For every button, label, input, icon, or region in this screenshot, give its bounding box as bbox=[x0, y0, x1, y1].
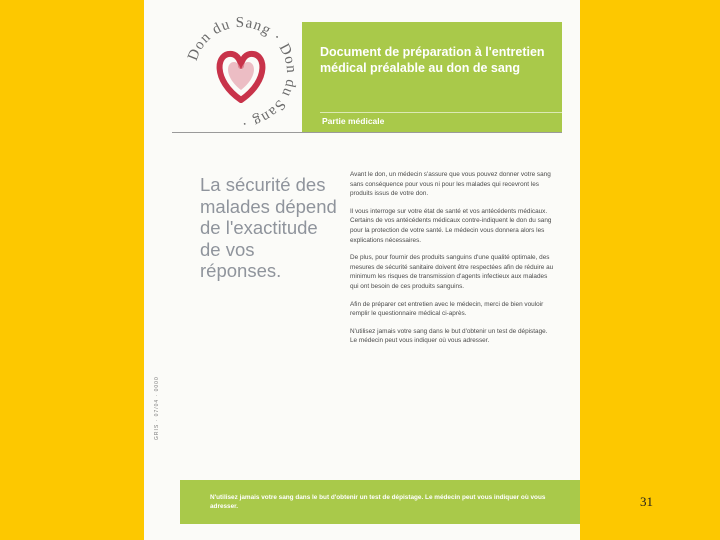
body-text bbox=[350, 170, 556, 354]
don-du-sang-logo bbox=[178, 10, 304, 136]
paragraph: N'utilisez jamais votre sang dans le but d'obtenir un test de dépistage. Le médecin peut vous indiquer où vous adresser. bbox=[350, 327, 548, 345]
logo-graphic bbox=[178, 10, 304, 136]
section-label: Partie médicale bbox=[322, 116, 385, 126]
footer-note: N'utilisez jamais votre sang dans le but d'obtenir un test de dépistage. Le médecin peut vous indiquer où vous adresser. bbox=[210, 494, 546, 510]
document-title: Document de préparation à l'entretien médical préalable au don de sang bbox=[320, 45, 545, 75]
paragraph: De plus, pour fournir des produits sanguins d'une qualité optimale, des mesures de sécurité sanitaire doivent être respectées afin de réduire au minimum les risques de transmission d'agents infectieux aux malades qui ont besoin de ces produits sanguins. bbox=[350, 254, 554, 290]
paragraph: Afin de préparer cet entretien avec le médecin, merci de bien vouloir remplir le questionnaire médical ci-après. bbox=[350, 300, 544, 318]
lead-statement: La sécurité des malades dépend de l'exactitude de vos réponses. bbox=[200, 174, 337, 281]
footer-band bbox=[180, 480, 580, 524]
section-band bbox=[320, 112, 562, 132]
print-code: GRIS · 07/04 · 0000 bbox=[154, 376, 160, 440]
paragraph: Avant le don, un médecin s'assure que vous pouvez donner votre sang sans conséquence pour vous ni pour les malades qui recevront les produits issus de votre don. bbox=[350, 171, 551, 198]
svg-text:Don du Sang · Don du Sang ·: Don du Sang · Don du Sang · bbox=[184, 14, 300, 132]
paragraph: Il vous interroge sur votre état de santé et vos antécédents médicaux. Certains de vos antécédents médicaux contre-indiquent le don du sang pour la protection de votre santé. Le médecin vous donnera alors les explications nécessaires. bbox=[350, 207, 552, 244]
slide-number: 31 bbox=[640, 494, 653, 509]
document-page bbox=[144, 0, 580, 540]
